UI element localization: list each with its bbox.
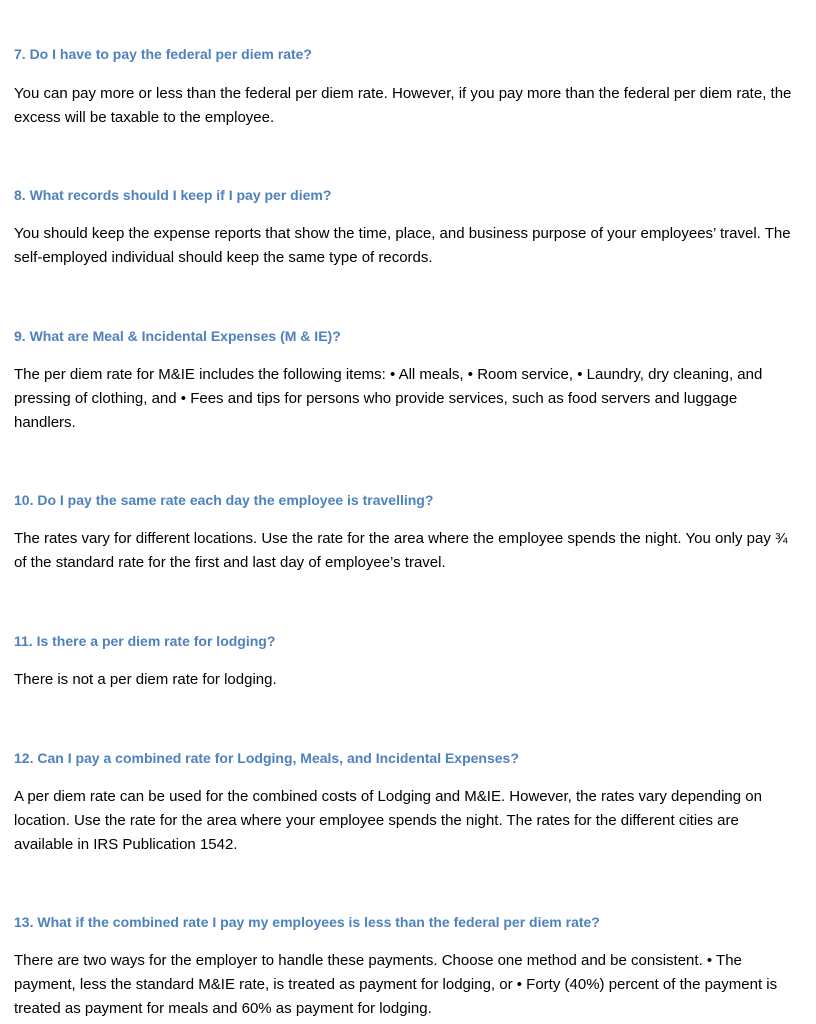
faq-answer-8: You should keep the expense reports that show the time, place, and business purpose of your employees’ travel. The self-employed individual should keep the same type of records. xyxy=(14,225,791,266)
faq-answer-10: The rates vary for different locations. Use the rate for the area where the employee spends the night. You only pay ¾ of the standard rate for the first and last day of employee’s travel. xyxy=(14,530,788,571)
faq-answer-9: The per diem rate for M&IE includes the following items: • All meals, • Room service, • Laundry, dry cleaning, and pressing of clothing, and • Fees and tips for persons who provide services, such as food servers and luggage handlers. xyxy=(14,366,763,431)
faq-question-7: 7. Do I have to pay the federal per diem rate? xyxy=(14,46,312,62)
faq-answer-11: There is not a per diem rate for lodging. xyxy=(14,671,277,688)
faq-question-13: 13. What if the combined rate I pay my employees is less than the federal per diem rate? xyxy=(14,914,600,930)
faq-question-10: 10. Do I pay the same rate each day the employee is travelling? xyxy=(14,492,434,508)
faq-question-9: 9. What are Meal & Incidental Expenses (M & IE)? xyxy=(14,328,341,344)
faq-question-8: 8. What records should I keep if I pay per diem? xyxy=(14,187,332,203)
faq-answer-12: A per diem rate can be used for the combined costs of Lodging and M&IE. However, the rates vary depending on location. Use the rate for the area where your employee spends the night. The rates for the different cities are available in IRS Publication 1542. xyxy=(14,788,762,853)
faq-answer-13: There are two ways for the employer to handle these payments. Choose one method and be consistent. • The payment, less the standard M&IE rate, is treated as payment for lodging, or • Forty (40%) percent of the payment is treated as payment for meals and 60% as payment for lodging. xyxy=(14,952,778,1017)
faq-question-11: 11. Is there a per diem rate for lodging? xyxy=(14,633,276,649)
faq-question-12: 12. Can I pay a combined rate for Lodging, Meals, and Incidental Expenses? xyxy=(14,750,519,766)
faq-answer-7: You can pay more or less than the federal per diem rate. However, if you pay more than the federal per diem rate, the excess will be taxable to the employee. xyxy=(14,85,792,126)
